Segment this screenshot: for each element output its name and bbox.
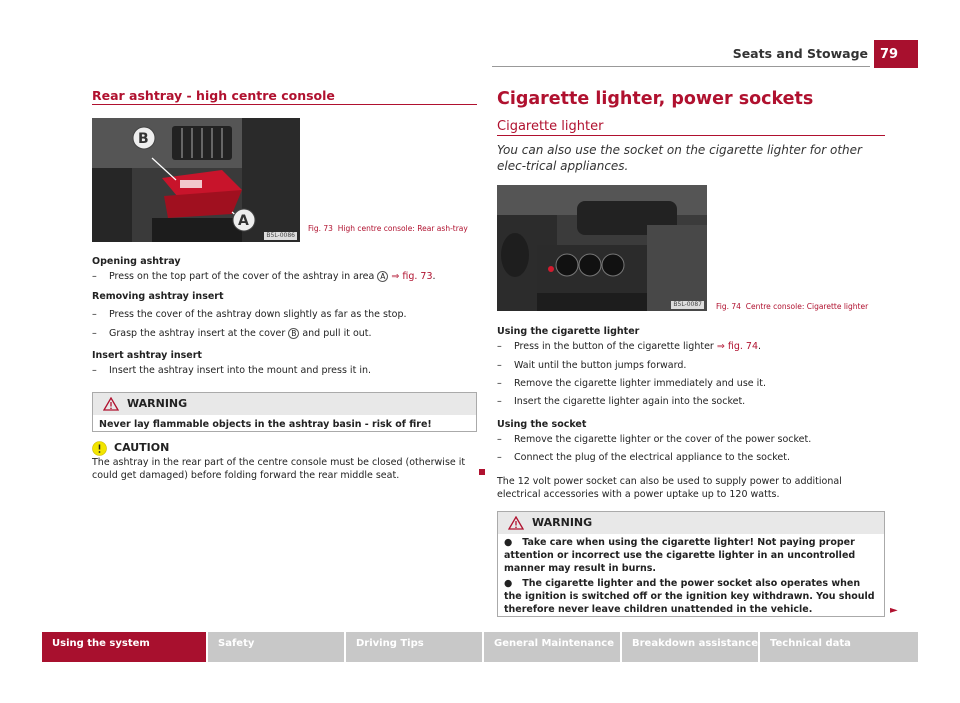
- end-marker-icon: [479, 469, 485, 475]
- heading-using-lighter: Using the cigarette lighter: [497, 326, 640, 337]
- warning-bullet-2: ● The cigarette lighter and the power socket also operates when the ignition is switched off or the ignition key withdrawn. You should therefore never leave children unattended in the vehicle.: [504, 578, 875, 616]
- page-header-title: Seats and Stowage: [732, 46, 868, 61]
- caption-number: Fig. 73: [308, 224, 333, 233]
- nav-tab-safety[interactable]: Safety: [208, 632, 344, 662]
- intro-text: You can also use the socket on the cigarette lighter for other elec-trical appliances.: [497, 143, 862, 174]
- figure-label-b: B: [138, 131, 149, 147]
- header-divider: [492, 66, 870, 67]
- page-number: 79: [874, 40, 918, 68]
- warning-label: WARNING: [532, 516, 593, 529]
- caution-text: The ashtray in the rear part of the centre console must be closed (otherwise it could get damaged) before folding forward the rear middle seat.: [92, 457, 466, 481]
- warning-triangle-icon: [508, 516, 524, 530]
- warning-box-ashtray: [92, 392, 477, 432]
- nav-tab-technical-data[interactable]: Technical data: [760, 632, 918, 662]
- step-lighter-1: – Press in the button of the cigarette lighter ⇒ fig. 74.: [497, 341, 762, 352]
- step-lighter-2: – Wait until the button jumps forward.: [497, 360, 687, 371]
- figure-74-image: [497, 185, 707, 311]
- lighter-illustration: [497, 185, 707, 311]
- figure-code: B5L-0086: [266, 231, 295, 239]
- step-socket-1: – Remove the cigarette lighter or the cover of the power socket.: [497, 434, 812, 445]
- section-divider: [92, 104, 477, 105]
- warning-triangle-icon: [103, 397, 119, 411]
- step-removing-2: – Grasp the ashtray insert at the cover B and pull it out.: [92, 328, 372, 339]
- warning-label: WARNING: [127, 397, 188, 410]
- figure-code: B5L-0087: [673, 300, 702, 308]
- caution-icon: [92, 441, 107, 456]
- caption-text: Centre console: Cigarette lighter: [745, 302, 869, 311]
- heading-removing-insert: Removing ashtray insert: [92, 291, 224, 302]
- callout-a: A: [377, 271, 388, 282]
- figure-74-caption: [716, 302, 868, 311]
- warning-header: [93, 393, 476, 415]
- caution-label: CAUTION: [114, 441, 170, 454]
- heading-using-socket: Using the socket: [497, 419, 587, 430]
- step-opening-1: – Press on the top part of the cover of the ashtray in area A ⇒ fig. 73.: [92, 271, 436, 282]
- section-title-rear-ashtray: Rear ashtray - high centre console: [92, 88, 335, 103]
- step-lighter-4: – Insert the cigarette lighter again into the socket.: [497, 396, 746, 407]
- fig-74-link[interactable]: ⇒ fig. 74: [716, 341, 758, 352]
- figure-73-image: [92, 118, 300, 242]
- heading-opening-ashtray: Opening ashtray: [92, 256, 181, 267]
- figure-label-a: A: [238, 213, 249, 229]
- figure-73-caption: [308, 224, 476, 233]
- heading-insert-insert: Insert ashtray insert: [92, 350, 202, 361]
- continue-arrow-icon: ►: [890, 605, 898, 616]
- warning-bullets: [498, 534, 884, 622]
- step-removing-1: – Press the cover of the ashtray down slightly as far as the stop.: [92, 309, 407, 320]
- power-note: The 12 volt power socket can also be used to supply power to additional electrical accessories with a power uptake up to 120 watts.: [497, 476, 842, 500]
- nav-tab-driving-tips[interactable]: Driving Tips: [346, 632, 482, 662]
- step-socket-2: – Connect the plug of the electrical appliance to the socket.: [497, 452, 790, 463]
- warning-header: [498, 512, 884, 534]
- callout-b: B: [288, 328, 299, 339]
- warning-text: Never lay flammable objects in the ashtray basin - risk of fire!: [99, 419, 432, 430]
- nav-tab-breakdown-assistance[interactable]: Breakdown assistance: [622, 632, 758, 662]
- step-insert-1: – Insert the ashtray insert into the mount and press it in.: [92, 365, 371, 376]
- caption-number: Fig. 74: [716, 302, 741, 311]
- nav-tab-using-the-system[interactable]: Using the system: [42, 632, 206, 662]
- section-title-cigarette-lighter: Cigarette lighter, power sockets: [497, 89, 814, 109]
- fig-73-link[interactable]: ⇒ fig. 73: [391, 271, 433, 282]
- subsection-divider: [497, 135, 885, 136]
- warning-bullet-1: ● Take care when using the cigarette lighter! Not paying proper attention or incorrect use the cigarette lighter in an uncontrolled manner may result in burns.: [504, 537, 856, 574]
- step-lighter-3: – Remove the cigarette lighter immediately and use it.: [497, 378, 767, 389]
- nav-tab-general-maintenance[interactable]: General Maintenance: [484, 632, 620, 662]
- warning-box-lighter: [497, 511, 885, 617]
- subsection-title: Cigarette lighter: [497, 119, 604, 134]
- ashtray-illustration: [92, 118, 300, 242]
- caption-text: High centre console: Rear ash-tray: [337, 224, 468, 233]
